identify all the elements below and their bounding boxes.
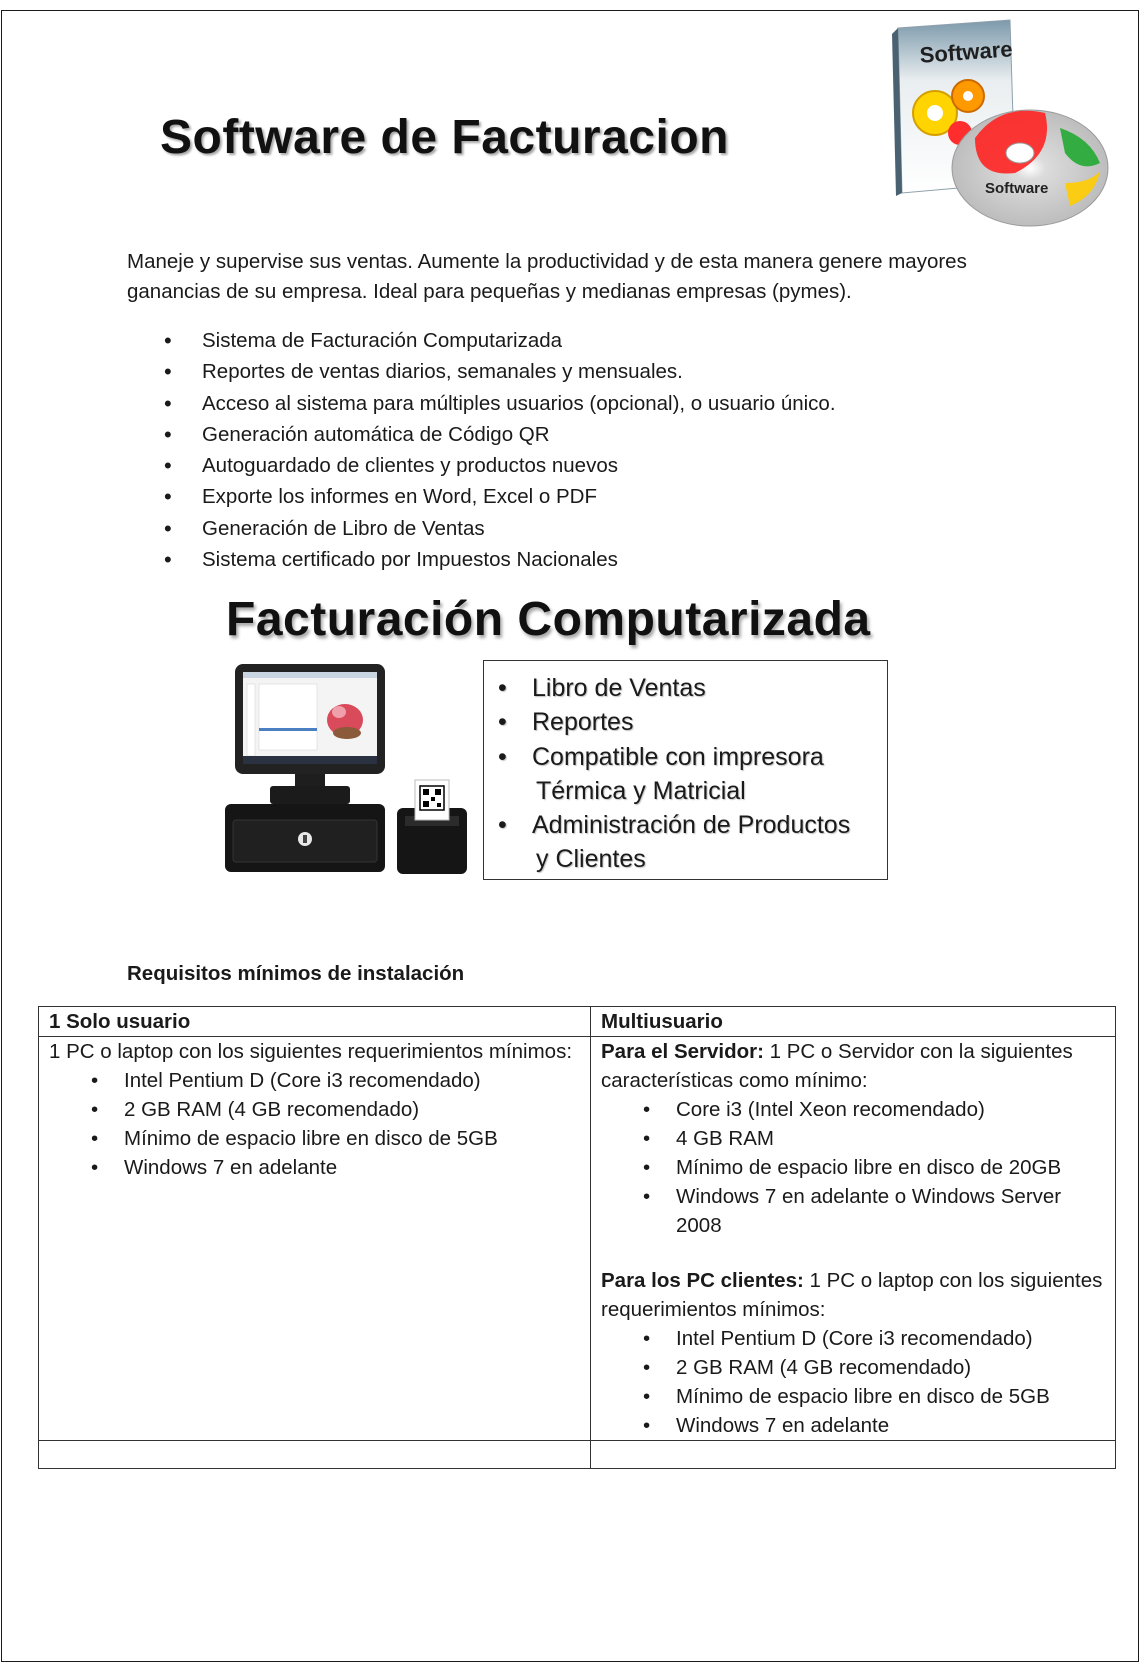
list-item: • Administración de Productos bbox=[496, 808, 887, 842]
list-item-continuation: Térmica y Matricial bbox=[536, 776, 746, 805]
server-intro bbox=[601, 1037, 1105, 1095]
table-row bbox=[39, 1037, 1116, 1441]
pos-terminal-illustration bbox=[225, 660, 480, 880]
empty-cell bbox=[591, 1441, 1116, 1469]
list-item: • Windows 7 en adelante bbox=[91, 1153, 580, 1182]
list-item: • Windows 7 en adelante bbox=[643, 1411, 1105, 1440]
list-item: • Sistema certificado por Impuestos Nacionales bbox=[162, 544, 836, 575]
server-label: Para el Servidor: bbox=[601, 1040, 764, 1063]
server-list bbox=[601, 1095, 1105, 1240]
empty-cell bbox=[39, 1441, 591, 1469]
single-user-cell bbox=[39, 1037, 591, 1441]
list-item: • Autoguardado de clientes y productos nuevos bbox=[162, 450, 836, 481]
empty-table-row bbox=[39, 1441, 1116, 1469]
clients-text: 1 PC o laptop con los siguientes requerimientos mínimos: bbox=[601, 1269, 1103, 1321]
intro-paragraph: Maneje y supervise sus ventas. Aumente la productividad y de esta manera genere mayores ganancias de su empresa. Ideal para pequeñas y medianas empresas (pymes). bbox=[127, 250, 967, 303]
list-item: • Exporte los informes en Word, Excel o PDF bbox=[162, 481, 836, 512]
box-label-text: Software bbox=[918, 36, 1014, 68]
software-box-illustration bbox=[890, 18, 1125, 233]
list-item: • Compatible con impresora bbox=[496, 740, 887, 774]
list-item: • Acceso al sistema para múltiples usuarios (opcional), o usuario único. bbox=[162, 388, 836, 419]
single-user-intro: 1 PC o laptop con los siguientes requerimientos mínimos: bbox=[49, 1040, 573, 1063]
list-item: • Sistema de Facturación Computarizada bbox=[162, 325, 836, 356]
list-item: • Windows 7 en adelante o Windows Server 2008 bbox=[643, 1182, 1105, 1240]
requirements-heading: Requisitos mínimos de instalación bbox=[127, 962, 465, 985]
single-user-list bbox=[49, 1066, 580, 1182]
pos-terminal-icon bbox=[225, 660, 480, 880]
list-item: • Generación de Libro de Ventas bbox=[162, 513, 836, 544]
feature-list bbox=[162, 325, 836, 575]
requirements-table bbox=[38, 1006, 1116, 1469]
server-text: 1 PC o Servidor con la siguientes características como mínimo: bbox=[601, 1040, 1073, 1092]
list-item: • Libro de Ventas bbox=[496, 671, 887, 705]
list-item: • Reportes bbox=[496, 705, 887, 739]
list-item: • 4 GB RAM bbox=[643, 1124, 1105, 1153]
list-item: • Mínimo de espacio libre en disco de 5GB bbox=[91, 1124, 580, 1153]
document-title: Software de Facturacion bbox=[160, 111, 729, 164]
list-item-continuation: y Clientes bbox=[536, 845, 646, 874]
list-item: • Generación automática de Código QR bbox=[162, 419, 836, 450]
list-item: • Core i3 (Intel Xeon recomendado) bbox=[643, 1095, 1105, 1124]
list-item: • Mínimo de espacio libre en disco de 5GB bbox=[643, 1382, 1105, 1411]
banner-title: Facturación Computarizada bbox=[226, 593, 871, 646]
clients-label: Para los PC clientes: bbox=[601, 1269, 804, 1292]
disc-label-text: Software bbox=[985, 180, 1049, 197]
list-item: • Reportes de ventas diarios, semanales y mensuales. bbox=[162, 356, 836, 387]
clients-intro bbox=[601, 1266, 1105, 1324]
list-item: • Intel Pentium D (Core i3 recomendado) bbox=[91, 1066, 580, 1095]
promo-list bbox=[484, 661, 887, 877]
multi-user-cell bbox=[591, 1037, 1116, 1441]
clients-list bbox=[601, 1324, 1105, 1440]
spacer bbox=[601, 1240, 1105, 1266]
multi-user-header: Multiusuario bbox=[591, 1007, 1116, 1037]
single-user-header: 1 Solo usuario bbox=[39, 1007, 591, 1037]
list-item: • Intel Pentium D (Core i3 recomendado) bbox=[643, 1324, 1105, 1353]
promo-features-box bbox=[483, 660, 888, 880]
software-box-logo bbox=[890, 18, 1125, 233]
list-item: • 2 GB RAM (4 GB recomendado) bbox=[643, 1353, 1105, 1382]
table-header-row bbox=[39, 1007, 1116, 1037]
list-item: • Mínimo de espacio libre en disco de 20GB bbox=[643, 1153, 1105, 1182]
list-item: • 2 GB RAM (4 GB recomendado) bbox=[91, 1095, 580, 1124]
